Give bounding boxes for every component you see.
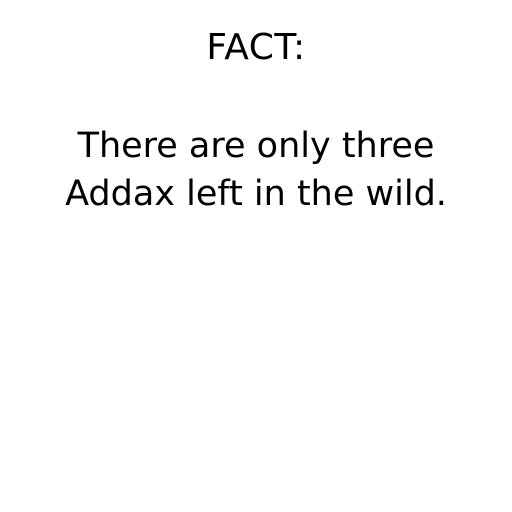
fact-line-1: There are only three (77, 126, 435, 166)
fact-heading: FACT: (206, 27, 306, 68)
fact-line-2: Addax left in the wild. (65, 174, 447, 214)
fact-statement (0, 122, 512, 218)
